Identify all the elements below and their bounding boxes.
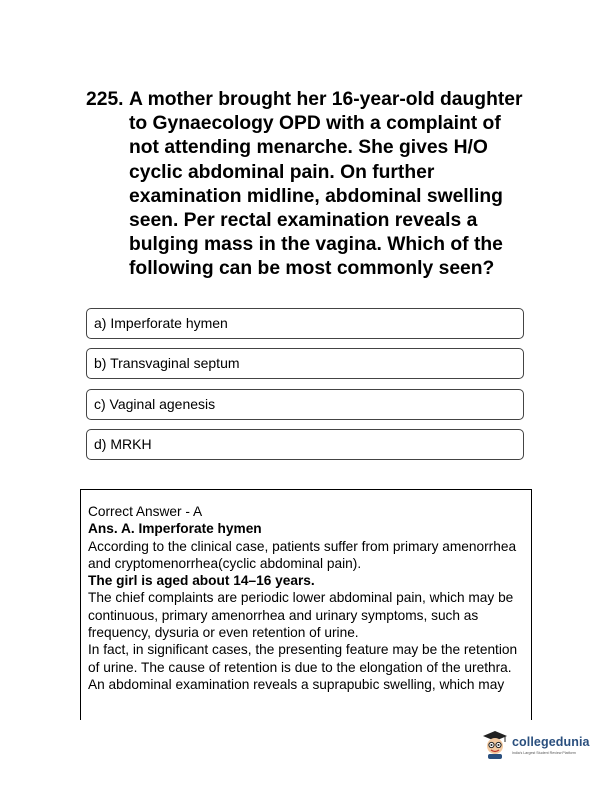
option-a[interactable]: a) Imperforate hymen [86,308,524,339]
option-d[interactable]: d) MRKH [86,429,524,460]
answer-heading: Ans. A. Imperforate hymen [88,521,262,537]
bullet-item: An abdominal examination reveals a suprapubic swelling, which may [88,676,531,693]
brand-name: collegedunia [512,735,590,749]
answer-explanation [80,489,532,720]
correct-answer-line: Correct Answer - A [88,504,203,519]
question-number: 225. [86,89,124,110]
question-text: A mother brought her 16-year-old daughter to Gynaecology OPD with a complaint of not attending menarche. She gives H/O cyclic abdominal pain. On further examination midline, abdominal swelling seen. Per rectal examination reveals a bulging mass in the vagina. Which of the following can be most commonly seen? [129,89,523,280]
brand-tagline: India's Largest Student Review Platform [512,751,576,755]
age-note: The girl is aged about 14–16 years. [88,573,315,589]
option-b[interactable]: b) Transvaginal septum [86,348,524,379]
bullet-item: The chief complaints are periodic lower abdominal pain, which may be continuous, primary amenorrhea and urinary symptoms, such as frequency, dysuria or even retention of urine. [88,589,531,641]
bullet-item: In fact, in significant cases, the presenting feature may be the retention of urine. The cause of retention is due to the elongation of the urethra. [88,641,531,676]
explanation-bullets [88,589,531,693]
answer-intro: According to the clinical case, patients suffer from primary amenorrhea and cryptomenorrhea(cyclic abdominal pain). [88,538,517,571]
graduate-mascot-icon [480,728,510,760]
question-block [86,88,526,282]
option-c[interactable]: c) Vaginal agenesis [86,389,524,420]
collegedunia-logo [480,728,590,760]
